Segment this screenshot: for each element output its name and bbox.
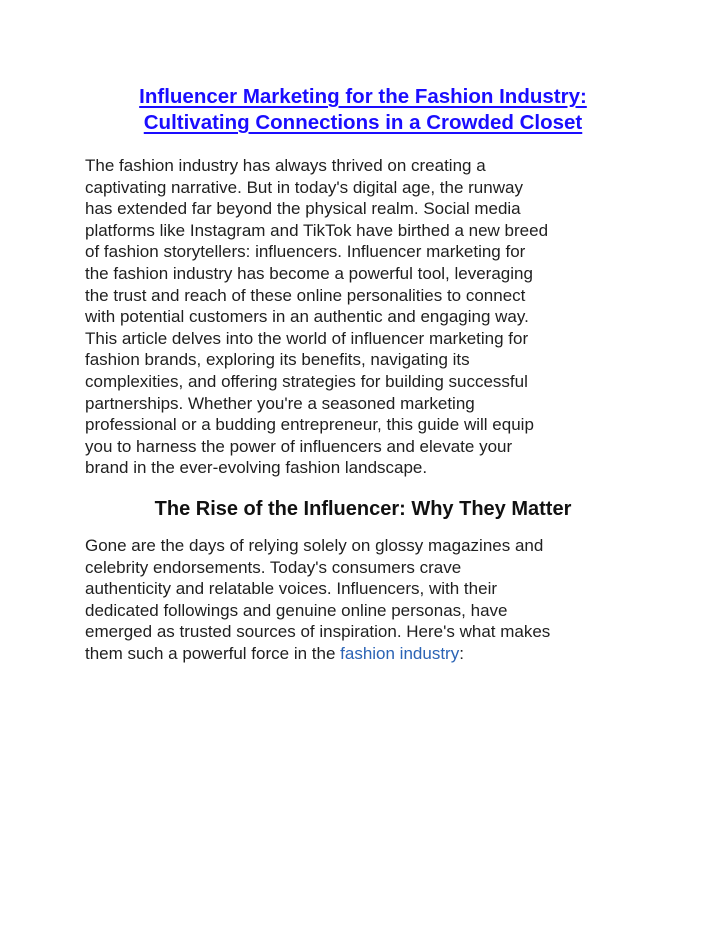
intro-line: with potential customers in an authentic and engaging way. [85, 307, 529, 327]
section-line: emerged as trusted sources of inspiration. Here's what makes [85, 622, 551, 642]
section-line: dedicated followings and genuine online personas, have [85, 600, 508, 620]
section-last-line-prefix: them such a powerful force in the [85, 643, 341, 663]
section-paragraph [85, 535, 641, 665]
intro-line: complexities, and offering strategies for building successful [85, 371, 528, 391]
intro-line: This article delves into the world of influencer marketing for [85, 328, 529, 348]
section-last-line [85, 643, 641, 665]
section-heading: The Rise of the Influencer: Why They Matter [154, 497, 572, 520]
intro-line: partnerships. Whether you're a seasoned marketing [85, 393, 475, 413]
intro-line: professional or a budding entrepreneur, this guide will equip [85, 415, 534, 435]
intro-line: fashion brands, exploring its benefits, navigating its [85, 350, 470, 370]
intro-line: of fashion storytellers: influencers. Influencer marketing for [85, 242, 526, 262]
section-last-line-suffix: : [459, 643, 464, 663]
intro-line: The fashion industry has always thrived on creating a [85, 156, 486, 175]
section-line: authenticity and relatable voices. Influencers, with their [85, 579, 498, 599]
intro-line: you to harness the power of influencers and elevate your [85, 436, 513, 456]
article-title-link[interactable] [85, 84, 641, 136]
document-page [85, 84, 641, 664]
title-line-2: Cultivating Connections in a Crowded Closet [143, 111, 583, 134]
intro-line: the trust and reach of these online personalities to connect [85, 285, 526, 305]
article-title [85, 84, 641, 136]
title-line-1: Influencer Marketing for the Fashion Industry: [139, 85, 587, 108]
intro-line: has extended far beyond the physical realm. Social media [85, 199, 521, 219]
intro-line: the fashion industry has become a powerful tool, leveraging [85, 263, 533, 283]
intro-line: captivating narrative. But in today's digital age, the runway [85, 177, 523, 197]
fashion-industry-link[interactable]: fashion industry [340, 643, 460, 663]
section-line: celebrity endorsements. Today's consumers crave [85, 557, 462, 577]
section-line: Gone are the days of relying solely on glossy magazines and [85, 535, 544, 555]
intro-paragraph [85, 155, 641, 479]
intro-line: brand in the ever-evolving fashion landscape. [85, 458, 428, 478]
intro-line: platforms like Instagram and TikTok have birthed a new breed [85, 220, 549, 240]
